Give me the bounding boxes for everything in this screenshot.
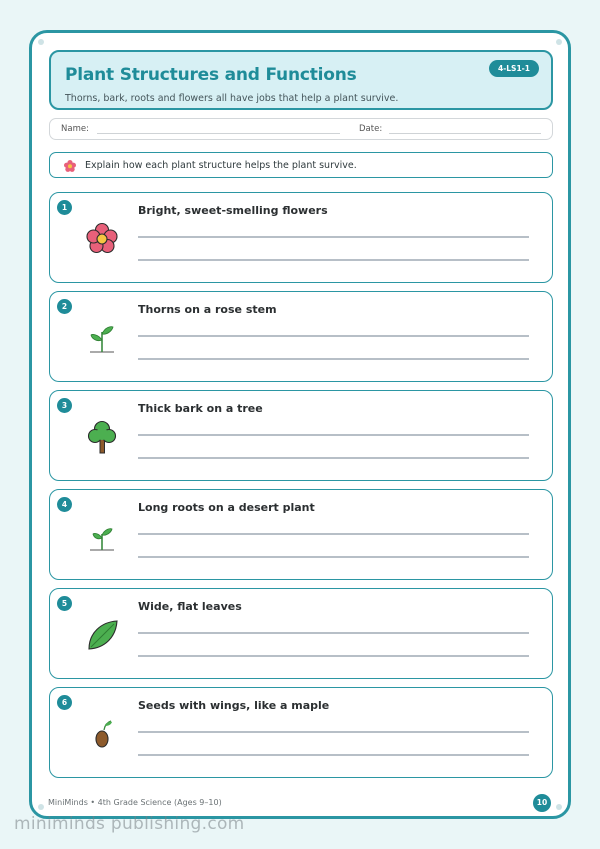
corner-dot [556, 39, 562, 45]
question-prompt: Wide, flat leaves [138, 600, 242, 613]
tree-icon [83, 419, 121, 455]
watermark: miniminds publishing.com [14, 814, 245, 834]
page-subtitle: Thorns, bark, roots and flowers all have jobs that help a plant survive. [65, 93, 399, 104]
question-prompt: Seeds with wings, like a maple [138, 699, 330, 712]
page-title: Plant Structures and Functions [65, 65, 357, 85]
question-card [49, 588, 553, 679]
question-card [49, 390, 553, 481]
corner-dot [38, 804, 44, 810]
question-number: 1 [57, 200, 72, 215]
question-number: 2 [57, 299, 72, 314]
instruction-box [49, 152, 553, 178]
flower-icon [83, 221, 121, 257]
flower-icon [63, 158, 77, 177]
question-number: 4 [57, 497, 72, 512]
sprout-icon [83, 320, 121, 356]
answer-line[interactable] [138, 358, 529, 360]
question-number: 3 [57, 398, 72, 413]
question-card [49, 687, 553, 778]
question-prompt: Thorns on a rose stem [138, 303, 277, 316]
answer-line[interactable] [138, 754, 529, 756]
worksheet-page [29, 30, 571, 819]
question-number: 5 [57, 596, 72, 611]
answer-line[interactable] [138, 236, 529, 238]
name-date-bar [49, 118, 553, 140]
question-prompt: Long roots on a desert plant [138, 501, 315, 514]
seed-icon [83, 716, 121, 752]
page-number-badge: 10 [533, 794, 551, 812]
question-card [49, 291, 553, 382]
answer-line[interactable] [138, 632, 529, 634]
answer-line[interactable] [138, 259, 529, 261]
question-prompt: Thick bark on a tree [138, 402, 263, 415]
answer-line[interactable] [138, 434, 529, 436]
date-label: Date: [359, 124, 383, 134]
corner-dot [38, 39, 44, 45]
header-banner [49, 50, 553, 110]
answer-line[interactable] [138, 335, 529, 337]
answer-line[interactable] [138, 655, 529, 657]
corner-dot [556, 804, 562, 810]
name-field[interactable] [97, 133, 340, 134]
question-card [49, 489, 553, 580]
leaf-icon [83, 617, 121, 653]
question-card [49, 192, 553, 283]
date-field[interactable] [389, 133, 541, 134]
question-prompt: Bright, sweet-smelling flowers [138, 204, 328, 217]
name-label: Name: [61, 124, 89, 134]
question-number: 6 [57, 695, 72, 710]
answer-line[interactable] [138, 533, 529, 535]
answer-line[interactable] [138, 556, 529, 558]
standard-code-badge: 4-LS1-1 [489, 60, 539, 77]
footer-text: MiniMinds • 4th Grade Science (Ages 9–10) [48, 798, 222, 807]
seedling-icon [83, 518, 121, 554]
answer-line[interactable] [138, 457, 529, 459]
answer-line[interactable] [138, 731, 529, 733]
instruction-text: Explain how each plant structure helps the plant survive. [85, 160, 357, 171]
